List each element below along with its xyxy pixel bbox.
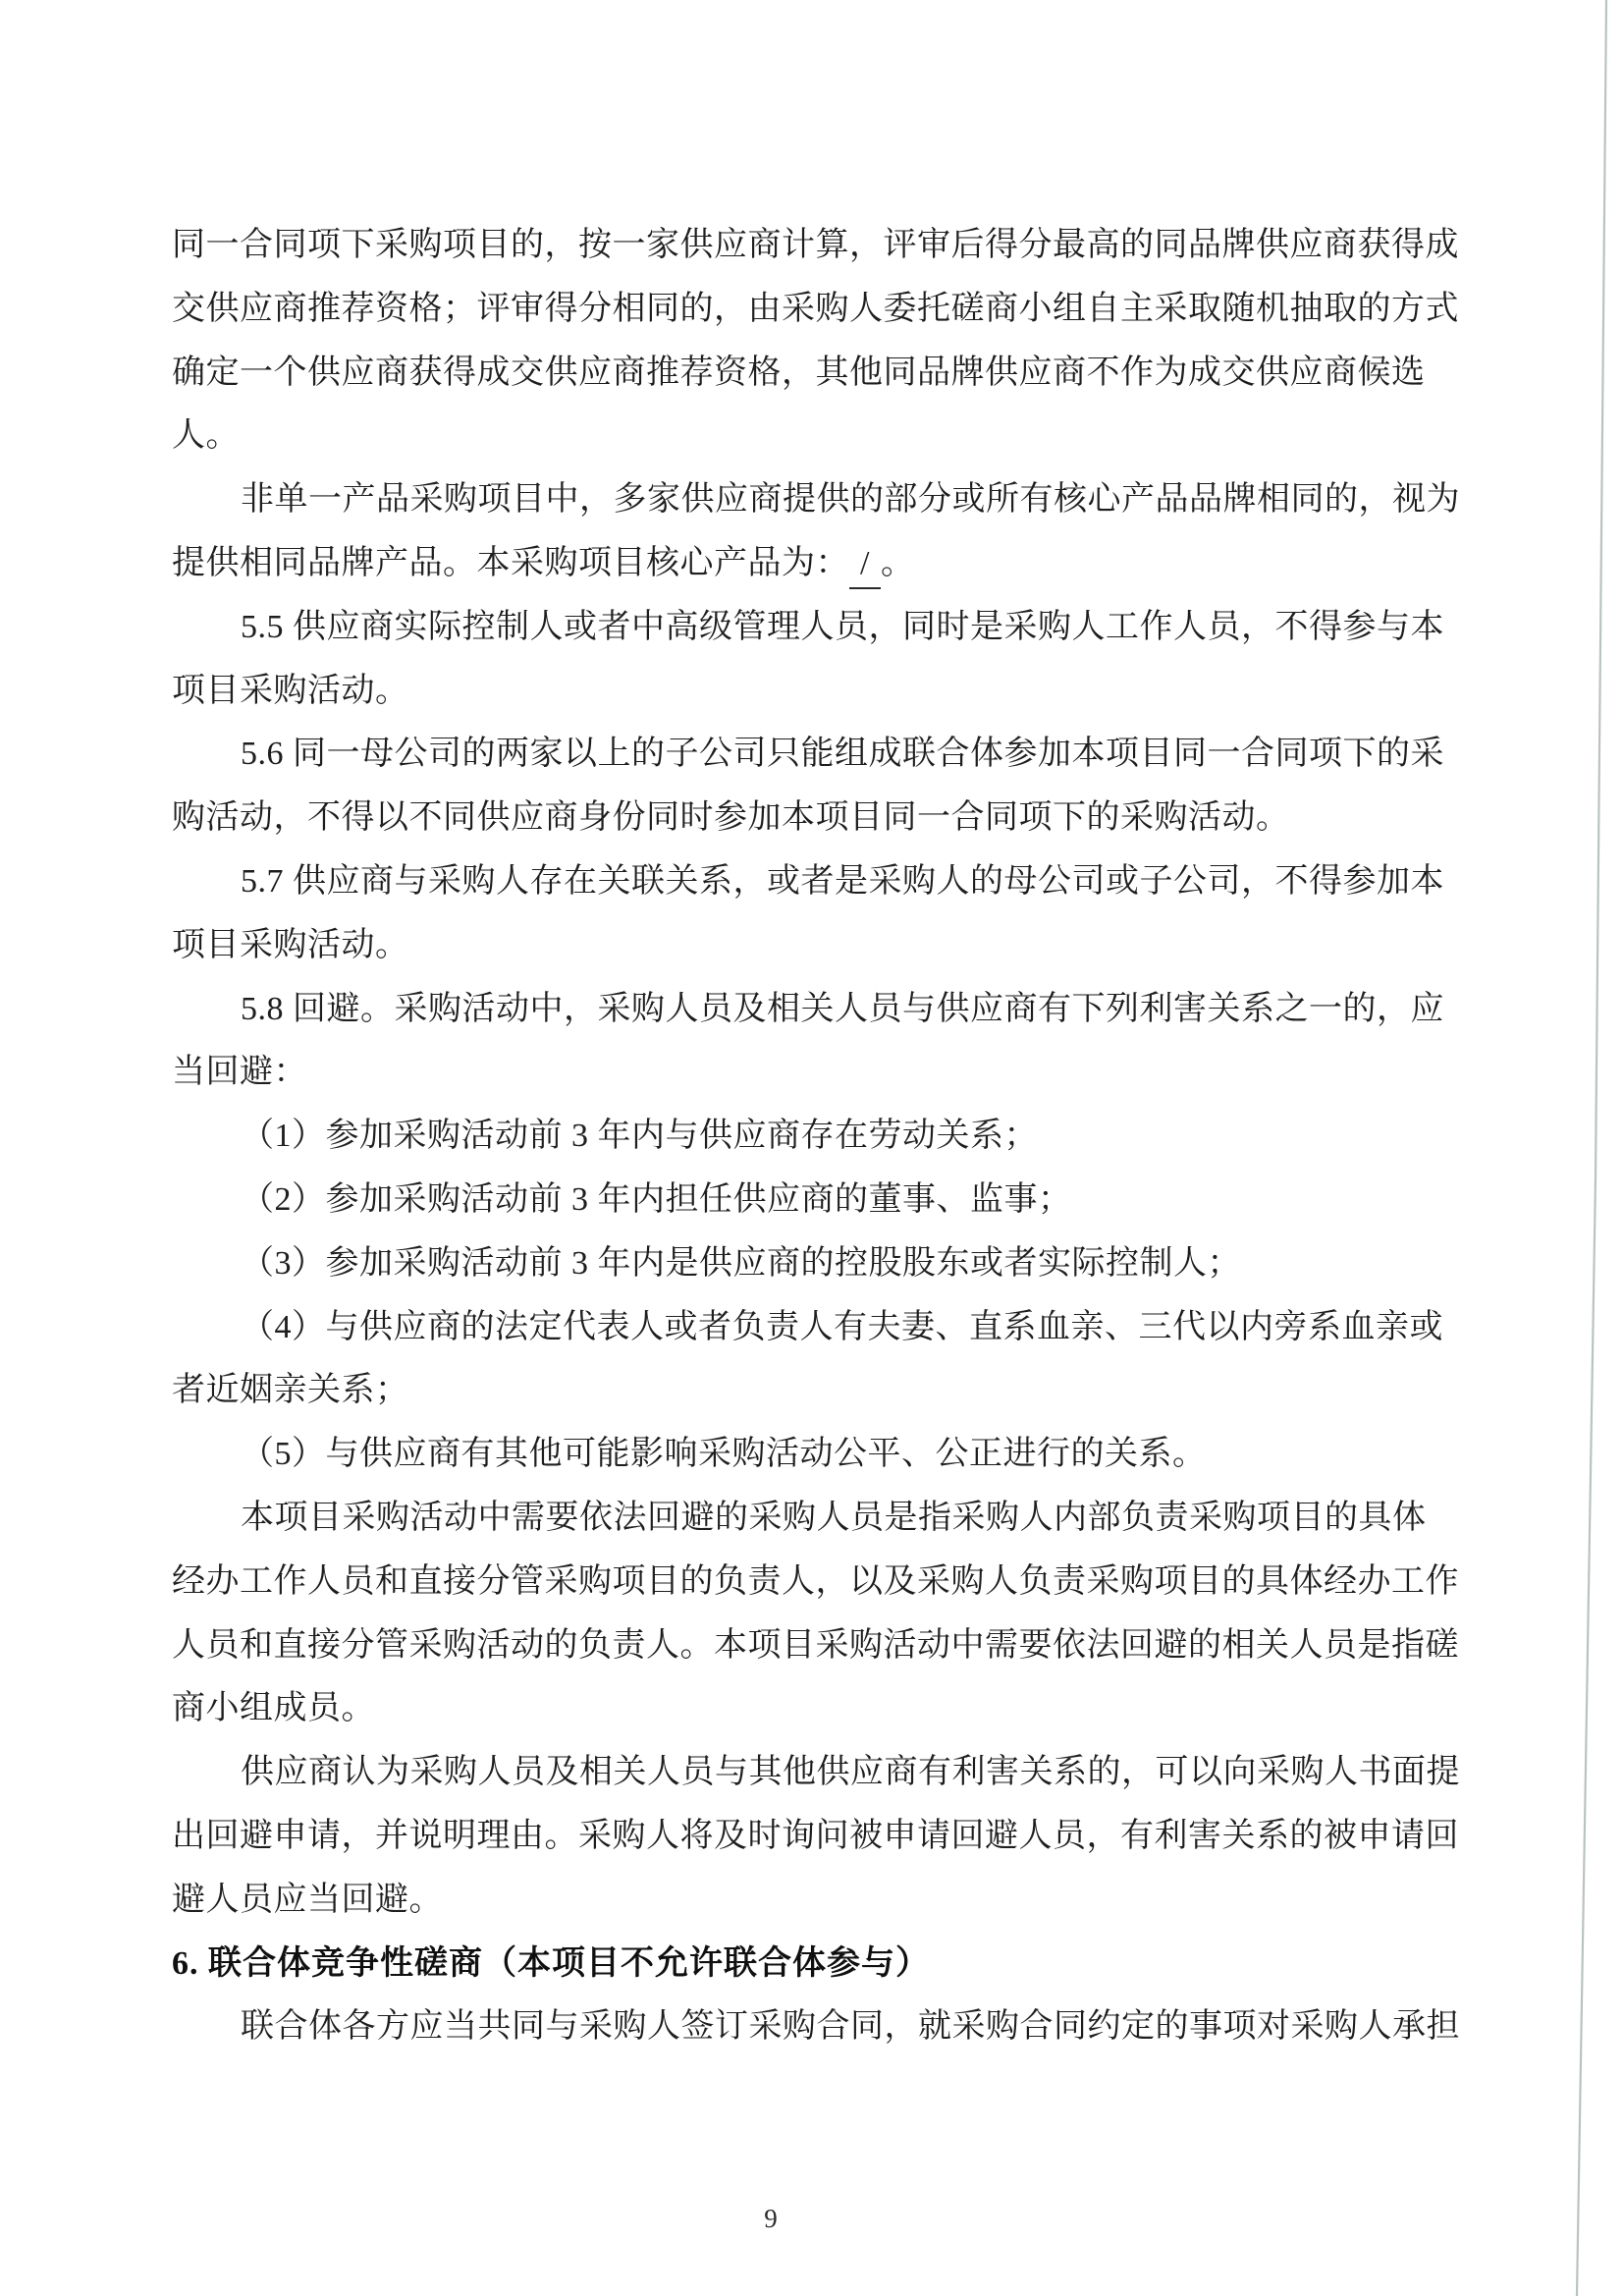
page-number: 9 [764, 2204, 778, 2233]
text-line: 交供应商推荐资格；评审得分相同的，由采购人委托磋商小组自主采取随机抽取的方式 [172, 290, 1459, 327]
text-line: 经办工作人员和直接分管采购项目的负责人，以及采购人负责采购项目的具体经办工作 [172, 1562, 1459, 1600]
text-line: 5.7 供应商与采购人存在关联关系，或者是采购人的母公司或子公司，不得参加本 [241, 862, 1444, 900]
text-line: 购活动，不得以不同供应商身份同时参加本项目同一合同项下的采购活动。 [172, 799, 1290, 837]
text-line: （5）与供应商有其他可能影响采购活动公平、公正进行的关系。 [241, 1436, 1207, 1473]
text-line: 确定一个供应商获得成交供应商推荐资格，其他同品牌供应商不作为成交供应商候选 [172, 354, 1426, 391]
text-line: 当回避： [172, 1054, 307, 1091]
text-line: 联合体各方应当共同与采购人签订采购合同，就采购合同约定的事项对采购人承担 [241, 2008, 1460, 2046]
text-line: 非单一产品采购项目中，多家供应商提供的部分或所有核心产品品牌相同的，视为 [241, 481, 1460, 519]
text-line: 避人员应当回避。 [172, 1881, 443, 1918]
text-line: 出回避申请，并说明理由。采购人将及时询问被申请回避人员，有利害关系的被申请回 [172, 1817, 1459, 1854]
text-segment: 。 [881, 544, 915, 581]
text-line: 5.5 供应商实际控制人或者中高级管理人员，同时是采购人工作人员，不得参与本 [241, 608, 1444, 645]
text-line: 项目采购活动。 [172, 926, 409, 963]
text-line: 人员和直接分管采购活动的负责人。本项目采购活动中需要依法回避的相关人员是指磋 [172, 1626, 1459, 1664]
text-line [172, 532, 1458, 596]
section-heading: 6. 联合体竞争性磋商（本项目不允许联合体参与） [172, 1944, 930, 1982]
text-line: 5.6 同一母公司的两家以上的子公司只能组成联合体参加本项目同一合同项下的采 [241, 736, 1444, 773]
text-line: 5.8 回避。采购活动中，采购人员及相关人员与供应商有下列利害关系之一的，应 [241, 990, 1444, 1027]
text-line: 本项目采购活动中需要依法回避的采购人员是指采购人内部负责采购项目的具体 [241, 1499, 1427, 1536]
text-line: 人。 [172, 417, 240, 455]
text-line: 同一合同项下采购项目的，按一家供应商计算，评审后得分最高的同品牌供应商获得成 [172, 227, 1459, 263]
text-line: （3）参加采购活动前 3 年内是供应商的控股股东或者实际控制人； [241, 1244, 1241, 1282]
text-line: （4）与供应商的法定代表人或者负责人有夫妻、直系血亲、三代以内旁系血亲或 [241, 1308, 1443, 1345]
text-line: 项目采购活动。 [172, 672, 409, 709]
text-line: （2）参加采购活动前 3 年内担任供应商的董事、监事； [241, 1180, 1072, 1218]
text-line: 商小组成员。 [172, 1690, 375, 1727]
document-body [172, 214, 1458, 2059]
filled-blank-slash: / [849, 544, 881, 589]
text-line: （1）参加采购活动前 3 年内与供应商存在劳动关系； [241, 1118, 1038, 1155]
text-line: 者近姻亲关系； [172, 1372, 409, 1409]
text-segment: 提供相同品牌产品。本采购项目核心产品为： [172, 544, 849, 581]
text-line: 供应商认为采购人员及相关人员与其他供应商有利害关系的，可以向采购人书面提 [241, 1754, 1460, 1791]
